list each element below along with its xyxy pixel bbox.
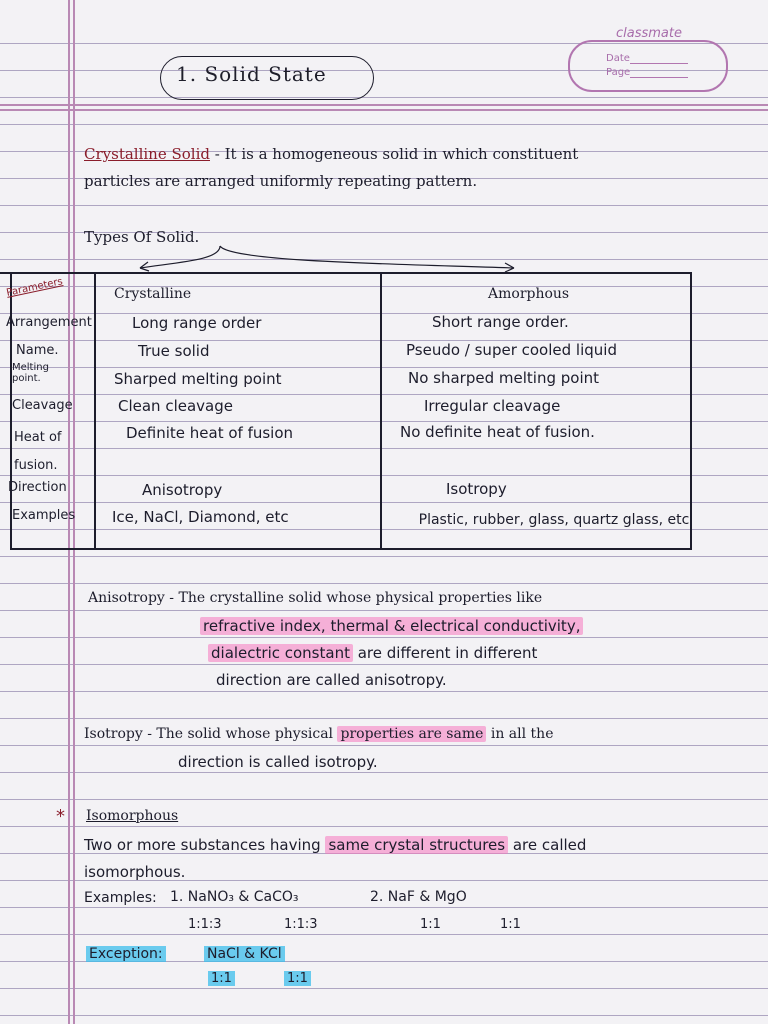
exception-ratio-b-wrap — [284, 971, 311, 986]
param-cleavage: Cleavage — [12, 398, 73, 413]
table-col-divider — [380, 272, 382, 549]
anisotropy-highlight2: dialectric constant — [208, 644, 353, 662]
anisotropy-line1 — [88, 590, 542, 606]
table-right-border — [690, 272, 692, 549]
cell-amorphous-melting: No sharped melting point — [408, 369, 599, 387]
ratio-naf: 1:1 — [420, 917, 441, 932]
isotropy-line2: direction is called isotropy. — [178, 753, 378, 771]
table-corner-label: Parameters — [5, 276, 64, 299]
table-param-divider — [94, 272, 96, 549]
param-direction: Direction — [8, 480, 67, 495]
cell-amorphous-heat: No definite heat of fusion. — [400, 423, 595, 441]
isotropy-text1: - The solid whose physical — [142, 726, 338, 742]
cell-crystalline-name: True solid — [138, 342, 210, 360]
exception-label: Exception: — [86, 946, 166, 962]
isotropy-term: Isotropy — [84, 726, 143, 742]
isomorphous-term: Isomorphous — [86, 808, 179, 824]
anisotropy-highlight1: refractive index, thermal & electrical conductivity, — [200, 617, 583, 635]
param-heat-of-fusion: Heat of fusion. — [14, 430, 62, 473]
param-melting-point: Melting point. — [12, 362, 49, 384]
date-page-box — [568, 40, 728, 92]
anisotropy-line3 — [208, 644, 537, 662]
notebook-brand: classmate — [616, 26, 682, 41]
branch-arrows — [0, 240, 768, 280]
ratio-nano3: 1:1:3 — [188, 917, 222, 932]
anisotropy-text1: - The crystalline solid whose physical properties like — [164, 590, 543, 606]
param-arrangement: Arrangement — [6, 315, 92, 330]
date-fill — [630, 63, 688, 64]
param-examples: Examples — [12, 508, 76, 523]
anisotropy-term: Anisotropy — [88, 590, 165, 606]
isotropy-line1 — [84, 726, 553, 742]
exception-label-wrap — [86, 946, 166, 962]
ratio-caco3: 1:1:3 — [284, 917, 318, 932]
example-2: 2. NaF & MgO — [370, 889, 467, 905]
cell-crystalline-direction: Anisotropy — [142, 481, 223, 499]
cell-amorphous-examples: Plastic, rubber, glass, quartz glass, etc — [418, 512, 690, 528]
page-fill — [630, 77, 688, 78]
exception-ratio-a-wrap — [208, 971, 235, 986]
cell-amorphous-cleavage: Irregular cleavage — [424, 397, 561, 415]
example-1: 1. NaNO₃ & CaCO₃ — [170, 889, 299, 905]
cell-crystalline-cleavage: Clean cleavage — [118, 397, 233, 415]
types-heading: Types Of Solid. — [84, 228, 200, 246]
cell-amorphous-arrangement: Short range order. — [432, 313, 569, 331]
exception-value: NaCl & KCl — [204, 946, 285, 962]
cell-crystalline-examples: Ice, NaCl, Diamond, etc — [112, 508, 289, 526]
isotropy-highlight: properties are same — [337, 726, 486, 742]
anisotropy-line4: direction are called anisotropy. — [216, 671, 447, 689]
page-label: Page — [606, 67, 631, 78]
anisotropy-line2 — [200, 617, 583, 635]
exception-ratio-b: 1:1 — [284, 971, 311, 986]
isomorphous-star: * — [56, 806, 65, 827]
cell-crystalline-heat: Definite heat of fusion — [126, 424, 294, 442]
crystalline-term: Crystalline Solid — [84, 145, 210, 163]
isomorphous-text1: Two or more substances having — [84, 836, 326, 854]
anisotropy-text3: are different in different — [352, 644, 538, 662]
isotropy-text2: in all the — [486, 726, 554, 742]
isomorphous-line1 — [84, 836, 586, 854]
crystalline-definition-line2: particles are arranged uniformly repeating pattern. — [84, 172, 478, 190]
cell-crystalline-melting: Sharped melting point — [114, 370, 282, 388]
cell-crystalline-arrangement: Long range order — [132, 314, 262, 332]
crystalline-def-text1: - It is a homogeneous solid in which constituent — [210, 145, 579, 163]
isomorphous-line2: isomorphous. — [84, 863, 186, 881]
exception-value-wrap — [204, 946, 285, 962]
cell-amorphous-name: Pseudo / super cooled liquid — [406, 341, 617, 359]
table-bottom-border — [10, 548, 692, 550]
page-title: 1. Solid State — [176, 62, 327, 86]
exception-ratio-a: 1:1 — [208, 971, 235, 986]
ratio-mgo: 1:1 — [500, 917, 521, 932]
isomorphous-text2: are called — [508, 836, 587, 854]
header-line — [0, 104, 768, 106]
param-name: Name. — [16, 343, 59, 358]
table-top-border — [0, 272, 690, 274]
header-amorphous: Amorphous — [488, 286, 570, 302]
header-line-2 — [0, 109, 768, 111]
isomorphous-highlight: same crystal structures — [325, 836, 508, 854]
header-crystalline: Crystalline — [114, 286, 192, 302]
crystalline-definition-line1 — [84, 145, 578, 163]
examples-label: Examples: — [84, 890, 157, 906]
cell-amorphous-direction: Isotropy — [446, 480, 507, 498]
date-label: Date — [606, 53, 630, 64]
